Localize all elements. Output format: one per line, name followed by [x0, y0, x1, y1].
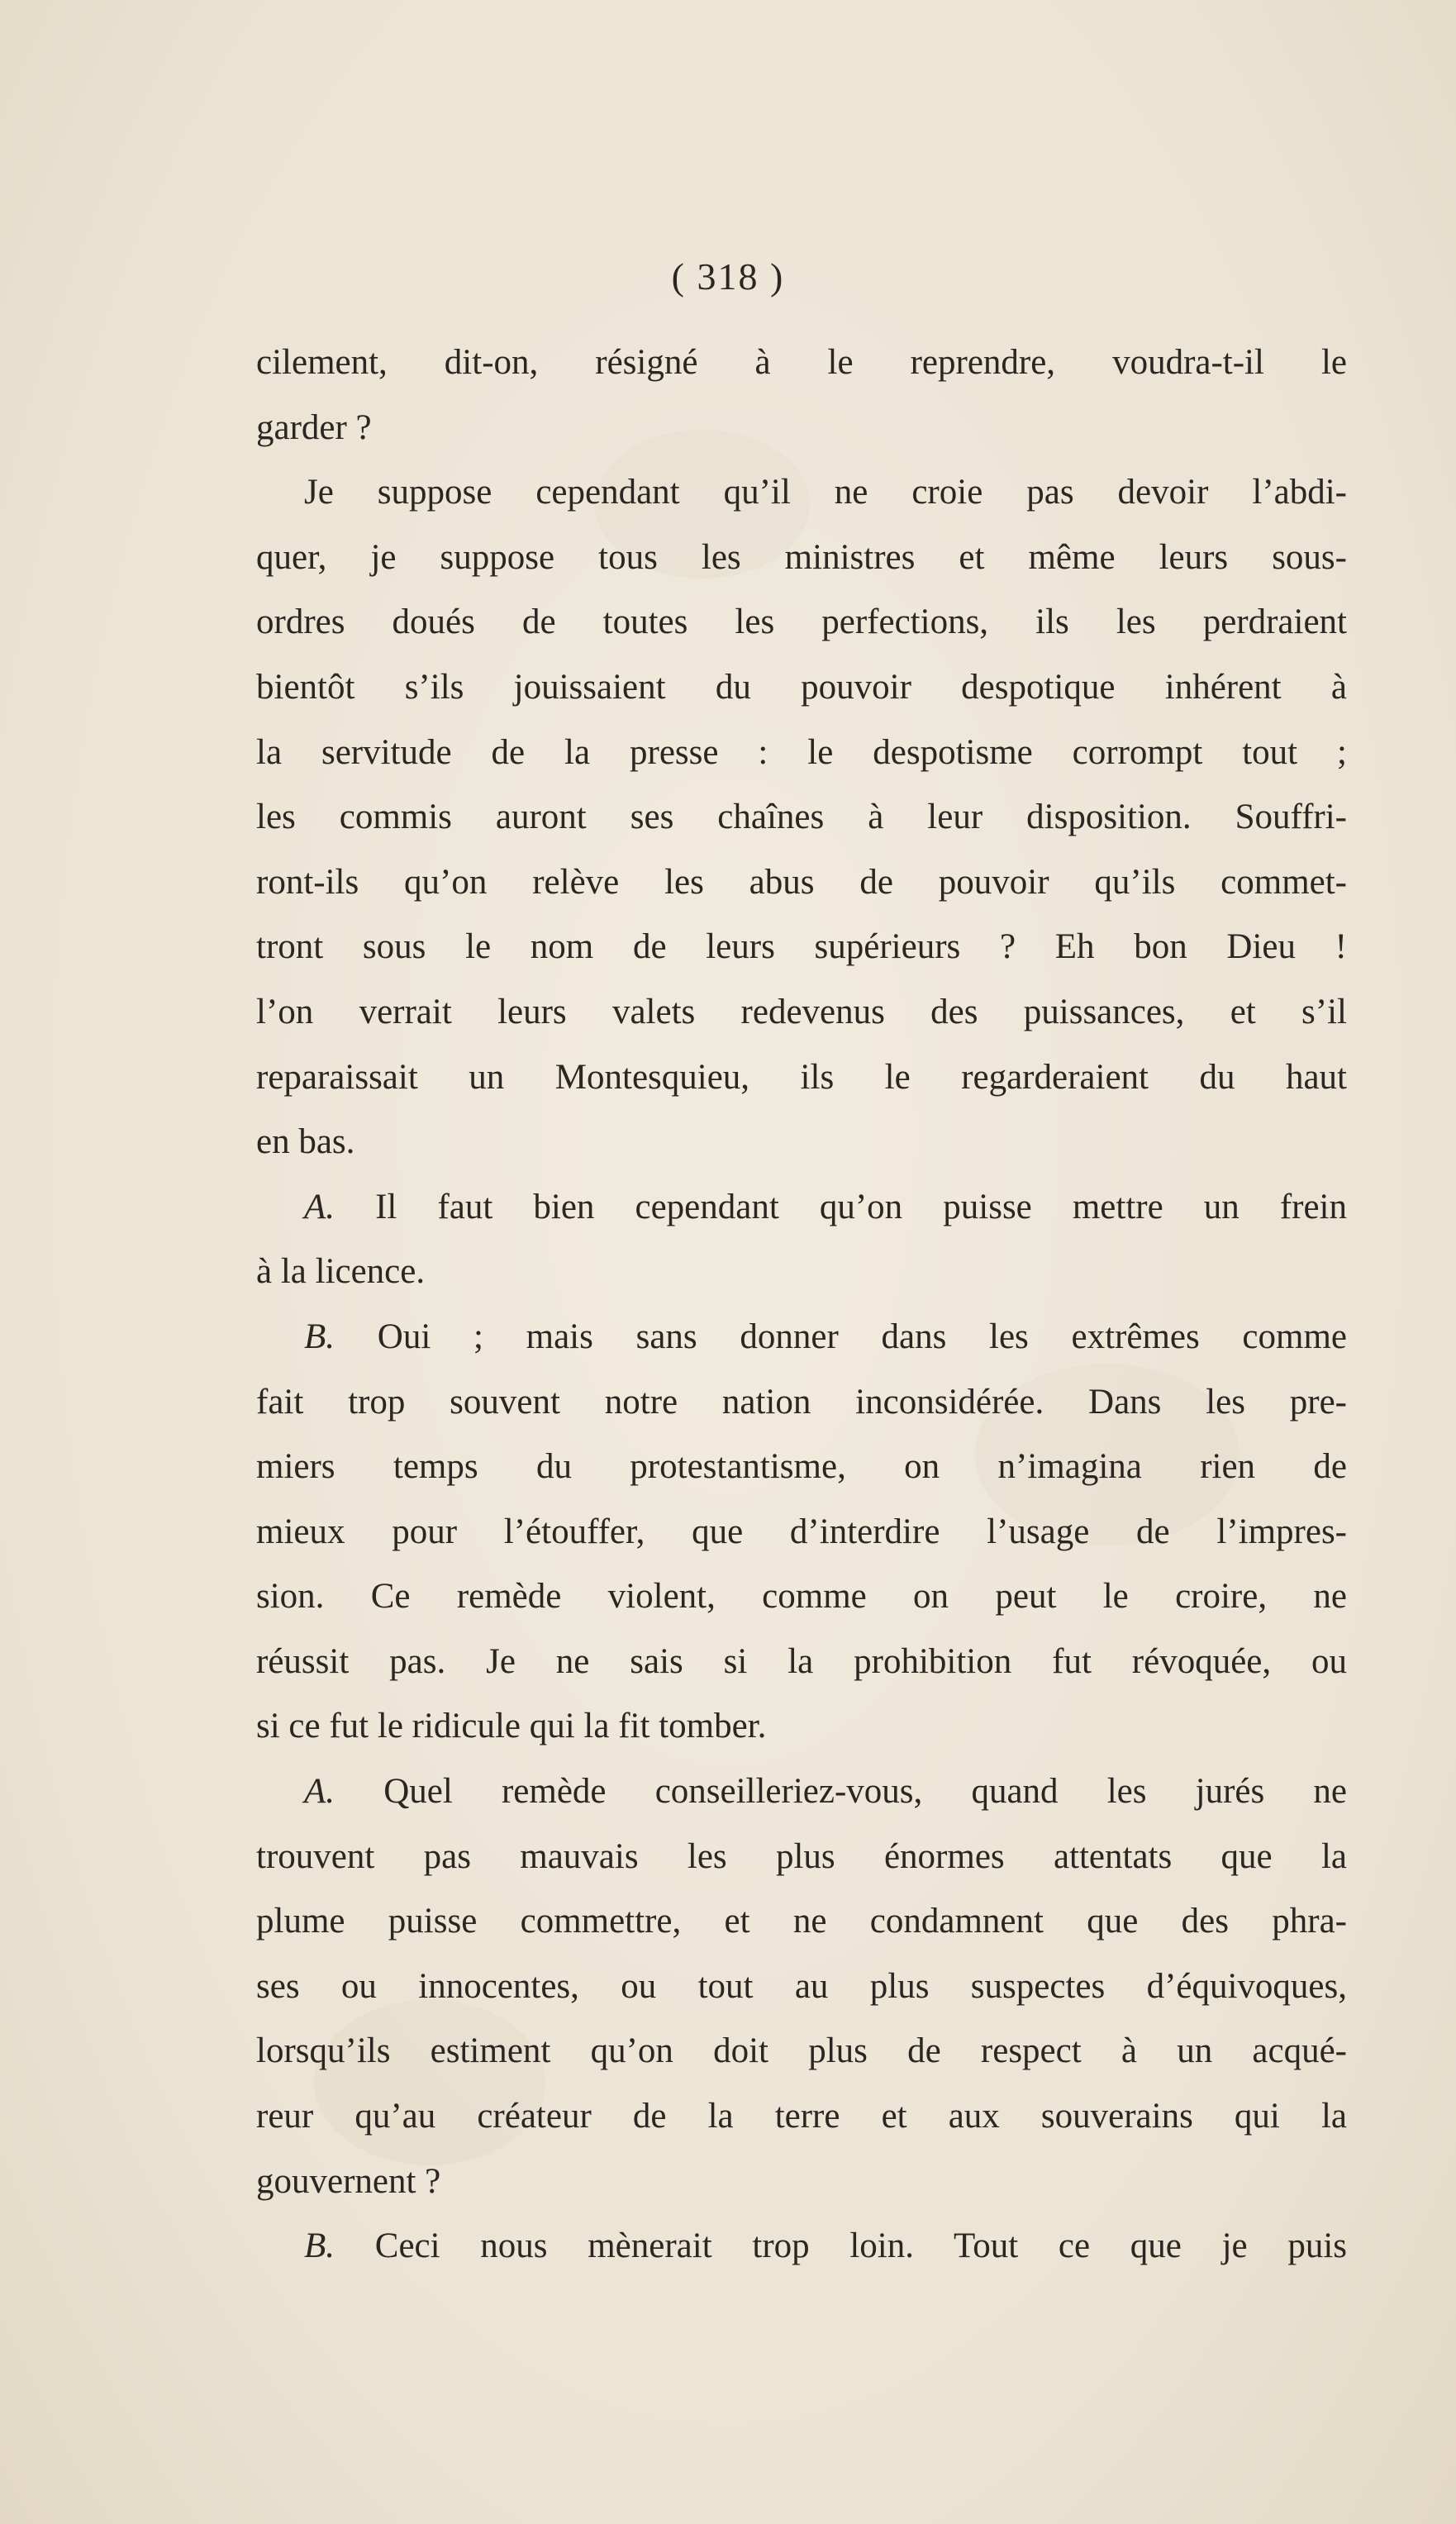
dialogue-text: Il faut bien cependant qu’on puisse mettre un frein [375, 1187, 1347, 1226]
text-line: cilement, dit-on, résigné à le reprendre, voudra-t-il le [256, 343, 1347, 382]
text-line: lorsqu’ils estiment qu’on doit plus de respect à un acqué- [256, 2031, 1347, 2071]
text-line: gouvernent ? [256, 2161, 441, 2201]
speaker-label: B. [304, 2226, 335, 2266]
text-line: quer, je suppose tous les ministres et même leurs sous- [256, 537, 1347, 577]
dialogue-text: Quel remède conseilleriez-vous, quand les jurés ne [383, 1772, 1348, 1812]
speaker-label: A. [304, 1772, 335, 1812]
dialogue-line [256, 2214, 1347, 2279]
text-line: miers temps du protestantisme, on n’imagina rien de [256, 1447, 1347, 1487]
text-line: réussit pas. Je ne sais si la prohibition fut révoquée, ou [256, 1641, 1347, 1681]
text-line: tront sous le nom de leurs supérieurs ? Eh bon Dieu ! [256, 927, 1347, 967]
text-line: si ce fut le ridicule qui la fit tomber. [256, 1707, 767, 1746]
text-line: trouvent pas mauvais les plus énormes attentats que la [256, 1836, 1347, 1876]
dialogue-line [256, 1760, 1347, 1825]
dialogue-text: Oui ; mais sans donner dans les extrêmes comme [377, 1317, 1348, 1356]
text-line: Je suppose cependant qu’il ne croie pas devoir l’abdi- [304, 473, 1347, 512]
body-text [256, 331, 1347, 2279]
text-line: l’on verrait leurs valets redevenus des puissances, et s’il [256, 992, 1347, 1031]
text-line: sion. Ce remède violent, comme on peut le croire, ne [256, 1577, 1347, 1617]
text-line: mieux pour l’étouffer, que d’interdire l’usage de l’impres- [256, 1512, 1347, 1551]
text-line: ront-ils qu’on relève les abus de pouvoir qu’ils commet- [256, 862, 1347, 902]
speaker-label: A. [304, 1187, 335, 1226]
text-line: reur qu’au créateur de la terre et aux souverains qui la [256, 2097, 1347, 2136]
text-line: bientôt s’ils jouissaient du pouvoir despotique inhérent à [256, 667, 1347, 707]
text-line: à la licence. [256, 1252, 426, 1292]
text-line: ses ou innocentes, ou tout au plus suspectes d’équivoques, [256, 1966, 1347, 2006]
text-line: reparaissait un Montesquieu, ils le regarderaient du haut [256, 1057, 1347, 1097]
dialogue-line [256, 1305, 1347, 1370]
text-line: en bas. [256, 1122, 355, 1162]
text-line: plume puisse commettre, et ne condamnent que des phra- [256, 1902, 1347, 1941]
text-line: les commis auront ses chaînes à leur disposition. Souffri- [256, 798, 1347, 837]
text-line: fait trop souvent notre nation inconsidérée. Dans les pre- [256, 1382, 1347, 1422]
page-number: ( 318 ) [671, 255, 785, 298]
text-line: la servitude de la presse : le despotisme corrompt tout ; [256, 732, 1347, 772]
text-line: garder ? [256, 407, 372, 447]
dialogue-text: Ceci nous mènerait trop loin. Tout ce que je puis [374, 2226, 1348, 2266]
text-line: ordres doués de toutes les perfections, ils les perdraient [256, 602, 1347, 642]
dialogue-line [256, 1175, 1347, 1241]
speaker-label: B. [304, 1317, 335, 1356]
